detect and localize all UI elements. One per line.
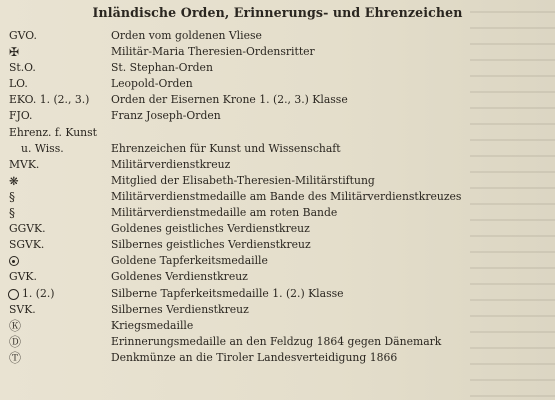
abbreviation: St.O. xyxy=(9,61,36,75)
abbreviation: GGVK. xyxy=(9,222,46,236)
abbreviation: LO. xyxy=(9,77,28,91)
list-item xyxy=(0,157,555,173)
list-item xyxy=(0,60,555,76)
abbreviation: SGVK. xyxy=(9,238,45,252)
description: Orden vom goldenen Vliese xyxy=(111,29,262,42)
abbreviation: EKO. 1. (2., 3.) xyxy=(9,93,90,107)
list-item xyxy=(0,334,555,350)
description: Militärverdienstmedaille am roten Bande xyxy=(111,206,338,220)
list-item xyxy=(0,269,555,285)
description: Silbernes geistliches Verdienstkreuz xyxy=(111,238,311,252)
list-item xyxy=(0,205,555,221)
list-item xyxy=(0,302,555,318)
abbreviation: MVK. xyxy=(9,157,40,171)
d-medal-icon: Ⓓ xyxy=(9,334,22,349)
abbreviation: FJO. xyxy=(9,109,33,123)
list-item xyxy=(0,173,555,189)
description: Kriegsmedaille xyxy=(111,318,194,332)
cross-icon: ✠ xyxy=(9,45,20,60)
list-item xyxy=(0,125,555,141)
description: Ehrenzeichen für Kunst und Wissenschaft xyxy=(111,141,341,155)
abbreviation-list xyxy=(0,28,555,366)
list-item xyxy=(0,141,555,157)
description: Denkmünze an die Tiroler Landesverteidigung 1866 xyxy=(111,350,398,364)
abbreviation: 1. (2.) xyxy=(22,286,55,300)
star-badge-icon: ❋ xyxy=(9,173,19,188)
medal-red-ribbon-icon: § xyxy=(9,206,15,221)
abbreviation: GVK. xyxy=(9,270,37,284)
abbreviation: Ehrenz. f. Kunst xyxy=(9,125,97,139)
list-item xyxy=(0,286,555,302)
description: Leopold-Orden xyxy=(111,77,193,91)
list-item xyxy=(0,318,555,334)
description: Silberne Tapferkeitsmedaille 1. (2.) Klasse xyxy=(111,286,344,300)
list-item xyxy=(0,221,555,237)
list-item xyxy=(0,108,555,124)
description: Goldene Tapferkeitsmedaille xyxy=(111,254,268,268)
description: Erinnerungsmedaille an den Feldzug 1864 gegen Dänemark xyxy=(111,334,442,348)
list-item xyxy=(0,253,555,269)
description: Militärverdienstkreuz xyxy=(111,157,231,171)
silver-medal-icon xyxy=(8,289,19,300)
t-medal-icon: Ⓣ xyxy=(9,350,22,365)
description: Goldenes Verdienstkreuz xyxy=(111,270,248,284)
list-item xyxy=(0,189,555,205)
list-item xyxy=(0,44,555,60)
description: St. Stephan-Orden xyxy=(111,61,213,75)
abbreviation: u. Wiss. xyxy=(21,141,64,155)
description: Militär-Maria Theresien-Ordensritter xyxy=(111,45,315,59)
description: Goldenes geistliches Verdienstkreuz xyxy=(111,222,310,236)
list-item xyxy=(0,76,555,92)
description: Orden der Eisernen Krone 1. (2., 3.) Klasse xyxy=(111,93,348,107)
k-medal-icon: Ⓚ xyxy=(9,318,22,333)
description: Silbernes Verdienstkreuz xyxy=(111,302,249,316)
medal-ribbon-icon: § xyxy=(9,189,15,204)
list-item xyxy=(0,237,555,253)
description: Mitglied der Elisabeth-Theresien-Militärstiftung xyxy=(111,173,375,187)
page-title: Inländische Orden, Erinnerungs- und Ehrenzeichen xyxy=(92,5,463,20)
list-item xyxy=(0,350,555,366)
list-item xyxy=(0,28,555,44)
description: Franz Joseph-Orden xyxy=(111,109,221,123)
gold-medal-icon xyxy=(9,256,19,266)
description: Militärverdienstmedaille am Bande des Militärverdienstkreuzes xyxy=(111,189,462,203)
abbreviation: GVO. xyxy=(9,29,37,42)
list-item xyxy=(0,92,555,108)
abbreviation: SVK. xyxy=(9,302,36,316)
